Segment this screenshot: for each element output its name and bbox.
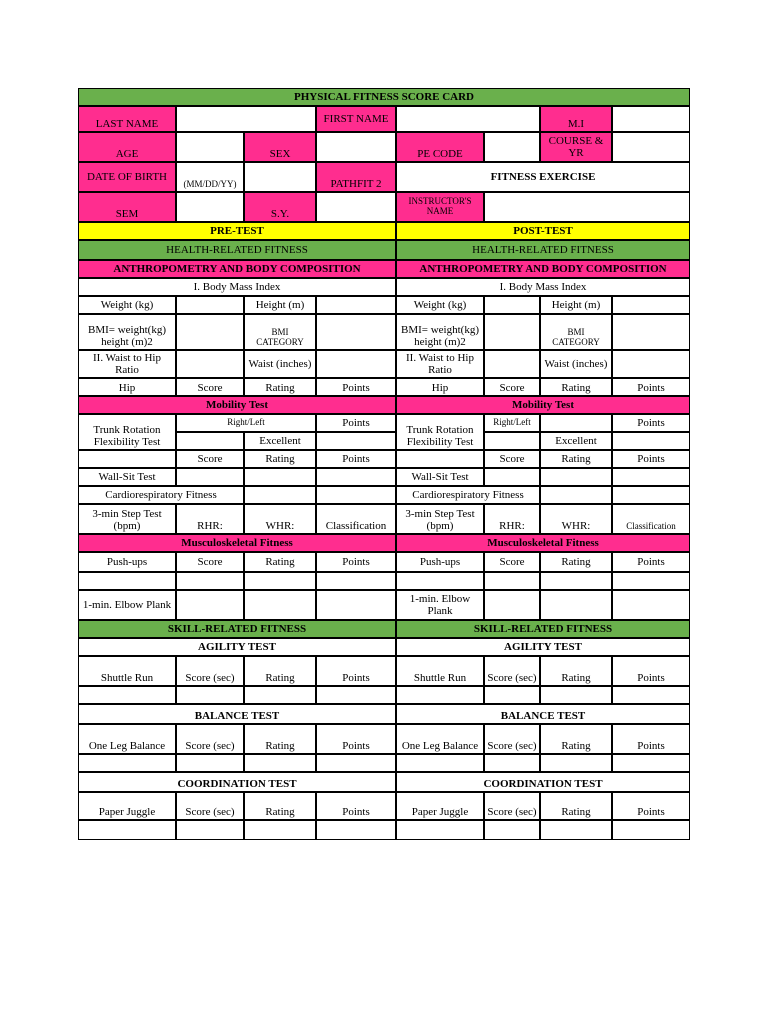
table-cell-label: INSTRUCTOR'S NAME (396, 192, 484, 222)
table-cell-label: Waist (inches) (244, 350, 316, 378)
table-cell-label: PHYSICAL FITNESS SCORE CARD (78, 88, 690, 106)
table-cell-label: Waist (inches) (540, 350, 612, 378)
table-cell-label: AGILITY TEST (396, 638, 690, 656)
table-cell-input[interactable] (316, 486, 396, 504)
table-cell-label: 3-min Step Test (bpm) (396, 504, 484, 534)
table-cell-input[interactable] (176, 590, 244, 620)
table-cell-input[interactable] (78, 686, 176, 704)
table-cell-label: Classification (612, 504, 690, 534)
table-cell-input[interactable] (176, 314, 244, 350)
table-cell-label: Points (612, 552, 690, 572)
table-cell-input[interactable] (540, 590, 612, 620)
table-cell-input[interactable] (316, 686, 396, 704)
table-cell-input[interactable] (244, 590, 316, 620)
table-cell-label: Rating (540, 552, 612, 572)
table-cell-label: Score (sec) (176, 792, 244, 820)
table-cell-label: BMI CATEGORY (540, 314, 612, 350)
table-cell-input[interactable] (612, 350, 690, 378)
table-cell-label: Rating (244, 792, 316, 820)
table-cell-input[interactable] (316, 192, 396, 222)
table-cell-label: Points (612, 450, 690, 468)
table-cell-label: ANTHROPOMETRY AND BODY COMPOSITION (396, 260, 690, 278)
table-cell-label: Excellent (244, 432, 316, 450)
table-cell-input[interactable] (176, 468, 244, 486)
table-cell-label: Points (316, 450, 396, 468)
table-cell-label: Height (m) (244, 296, 316, 314)
table-cell-label: Mobility Test (78, 396, 396, 414)
table-cell-label: Points (316, 378, 396, 396)
table-cell-label: Wall-Sit Test (78, 468, 176, 486)
table-cell-input[interactable] (176, 820, 244, 840)
table-cell-input[interactable] (612, 754, 690, 772)
score-card (78, 88, 690, 840)
table-cell-label: LAST NAME (78, 106, 176, 132)
table-cell-input[interactable] (540, 486, 612, 504)
table-cell-input[interactable] (316, 590, 396, 620)
table-cell-label: Score (176, 378, 244, 396)
table-cell-label: Points (612, 378, 690, 396)
table-cell-label: Rating (540, 656, 612, 686)
table-cell-label: Score (484, 378, 540, 396)
table-cell-label: SEX (244, 132, 316, 162)
table-cell-input[interactable] (396, 820, 484, 840)
table-cell-label: Rating (540, 724, 612, 754)
table-cell-input[interactable] (612, 314, 690, 350)
table-cell-input[interactable] (78, 572, 176, 590)
table-cell-label: Rating (244, 656, 316, 686)
table-cell-label: FITNESS EXERCISE (396, 162, 690, 192)
table-cell-label: M.I (540, 106, 612, 132)
table-cell-input[interactable] (484, 820, 540, 840)
table-cell-label: Height (m) (540, 296, 612, 314)
table-cell-label: Points (316, 724, 396, 754)
table-cell-label: BMI= weight(kg) height (m)2 (78, 314, 176, 350)
table-cell-label: Rating (540, 450, 612, 468)
table-cell-input[interactable] (484, 590, 540, 620)
table-cell-input[interactable] (484, 432, 540, 450)
table-cell-input[interactable] (244, 162, 316, 192)
table-cell-input[interactable] (612, 486, 690, 504)
table-cell-label: RHR: (176, 504, 244, 534)
table-cell-input[interactable] (612, 572, 690, 590)
table-cell-input[interactable] (484, 350, 540, 378)
table-cell-input[interactable] (396, 106, 540, 132)
table-cell-label: Cardiorespiratory Fitness (78, 486, 244, 504)
table-cell-label: Musculoskeletal Fitness (78, 534, 396, 552)
table-cell-label: Points (316, 552, 396, 572)
table-cell-label: BMI CATEGORY (244, 314, 316, 350)
table-cell-label: Hip (78, 378, 176, 396)
table-cell-label: II. Waist to Hip Ratio (396, 350, 484, 378)
table-cell-input[interactable] (612, 820, 690, 840)
table-cell-label: Classification (316, 504, 396, 534)
table-cell-label: RHR: (484, 504, 540, 534)
table-cell-label: AGE (78, 132, 176, 162)
table-cell-label: Right/Left (484, 414, 540, 432)
table-cell-input[interactable] (540, 468, 612, 486)
table-cell-input[interactable] (540, 820, 612, 840)
table-cell-input[interactable] (176, 350, 244, 378)
table-cell-input[interactable] (316, 468, 396, 486)
table-cell-label: Points (316, 414, 396, 432)
table-cell-label: Rating (540, 792, 612, 820)
table-cell-label: PE CODE (396, 132, 484, 162)
table-cell-label: Paper Juggle (396, 792, 484, 820)
table-cell-label: Score (sec) (176, 724, 244, 754)
table-cell-input[interactable] (316, 572, 396, 590)
table-cell-label: Hip (396, 378, 484, 396)
table-cell-input[interactable] (484, 572, 540, 590)
table-cell-label: (MM/DD/YY) (176, 162, 244, 192)
table-cell-label: Score (484, 450, 540, 468)
table-cell-label: BALANCE TEST (396, 704, 690, 724)
table-cell-label: Score (484, 552, 540, 572)
table-cell-input[interactable] (176, 296, 244, 314)
table-cell-label: COORDINATION TEST (78, 772, 396, 792)
table-cell-label: COURSE & YR (540, 132, 612, 162)
table-cell-input[interactable] (612, 296, 690, 314)
table-cell-label: II. Waist to Hip Ratio (78, 350, 176, 378)
table-cell-input[interactable] (540, 414, 612, 432)
table-cell-input[interactable] (316, 132, 396, 162)
table-cell-label: Weight (kg) (396, 296, 484, 314)
table-cell-label: Rating (244, 450, 316, 468)
table-cell-label: S.Y. (244, 192, 316, 222)
table-cell-label: Cardiorespiratory Fitness (396, 486, 540, 504)
table-cell-label: ANTHROPOMETRY AND BODY COMPOSITION (78, 260, 396, 278)
table-cell-input[interactable] (484, 192, 690, 222)
table-cell-label: Points (316, 792, 396, 820)
table-cell-input[interactable] (484, 314, 540, 350)
table-cell-input[interactable] (484, 468, 540, 486)
table-cell-input[interactable] (612, 132, 690, 162)
table-cell-input[interactable] (484, 754, 540, 772)
table-cell-label: Score (176, 450, 244, 468)
table-cell-label: Score (sec) (176, 656, 244, 686)
table-cell-label: Shuttle Run (78, 656, 176, 686)
table-cell-input[interactable] (540, 572, 612, 590)
table-cell-label: SKILL-RELATED FITNESS (396, 620, 690, 638)
table-cell-input[interactable] (396, 572, 484, 590)
table-cell-label: PRE-TEST (78, 222, 396, 240)
table-cell-label: Trunk Rotation Flexibility Test (78, 414, 176, 450)
table-cell-label: COORDINATION TEST (396, 772, 690, 792)
table-cell-label: Score (sec) (484, 656, 540, 686)
table-cell-input[interactable] (316, 820, 396, 840)
table-cell-input[interactable] (244, 820, 316, 840)
table-cell-input[interactable] (78, 450, 176, 468)
table-cell-input[interactable] (396, 686, 484, 704)
table-cell-input[interactable] (612, 590, 690, 620)
table-cell-input[interactable] (612, 106, 690, 132)
table-cell-label: Rating (244, 552, 316, 572)
table-cell-input[interactable] (484, 686, 540, 704)
table-cell-input[interactable] (316, 314, 396, 350)
table-cell-label: Wall-Sit Test (396, 468, 484, 486)
table-cell-label: Shuttle Run (396, 656, 484, 686)
table-cell-label: One Leg Balance (78, 724, 176, 754)
table-cell-label: HEALTH-RELATED FITNESS (396, 240, 690, 260)
table-cell-input[interactable] (176, 572, 244, 590)
table-cell-label: 3-min Step Test (bpm) (78, 504, 176, 534)
table-cell-input[interactable] (78, 754, 176, 772)
table-cell-label: Points (612, 724, 690, 754)
table-cell-label: Excellent (540, 432, 612, 450)
table-cell-label: POST-TEST (396, 222, 690, 240)
table-cell-input[interactable] (484, 132, 540, 162)
table-cell-input[interactable] (78, 820, 176, 840)
table-cell-label: BALANCE TEST (78, 704, 396, 724)
table-cell-input[interactable] (244, 754, 316, 772)
table-cell-input[interactable] (612, 432, 690, 450)
table-cell-label: WHR: (540, 504, 612, 534)
table-cell-label: AGILITY TEST (78, 638, 396, 656)
table-cell-input[interactable] (612, 468, 690, 486)
table-cell-label: FIRST NAME (316, 106, 396, 132)
table-cell-label: Points (612, 792, 690, 820)
table-cell-label: Push-ups (78, 552, 176, 572)
table-cell-input[interactable] (244, 486, 316, 504)
table-cell-input[interactable] (316, 350, 396, 378)
table-cell-label: Push-ups (396, 552, 484, 572)
table-cell-label: Musculoskeletal Fitness (396, 534, 690, 552)
table-cell-input[interactable] (316, 296, 396, 314)
table-cell-label: 1-min. Elbow Plank (396, 590, 484, 620)
table-cell-label: WHR: (244, 504, 316, 534)
table-cell-label: Rating (244, 724, 316, 754)
table-cell-input[interactable] (540, 754, 612, 772)
table-cell-label: Score (sec) (484, 724, 540, 754)
table-cell-label: Paper Juggle (78, 792, 176, 820)
table-cell-input[interactable] (396, 450, 484, 468)
table-cell-label: SKILL-RELATED FITNESS (78, 620, 396, 638)
table-cell-label: Points (316, 656, 396, 686)
table-cell-input[interactable] (176, 432, 244, 450)
table-cell-input[interactable] (484, 296, 540, 314)
table-cell-input[interactable] (316, 754, 396, 772)
table-cell-label: SEM (78, 192, 176, 222)
table-cell-label: 1-min. Elbow Plank (78, 590, 176, 620)
table-cell-input[interactable] (176, 754, 244, 772)
table-cell-input[interactable] (316, 432, 396, 450)
table-cell-label: I. Body Mass Index (78, 278, 396, 296)
table-cell-label: One Leg Balance (396, 724, 484, 754)
table-cell-label: I. Body Mass Index (396, 278, 690, 296)
table-cell-input[interactable] (244, 572, 316, 590)
table-cell-label: Points (612, 656, 690, 686)
table-cell-label: Score (176, 552, 244, 572)
table-cell-label: Score (sec) (484, 792, 540, 820)
table-cell-input[interactable] (176, 686, 244, 704)
table-cell-label: Mobility Test (396, 396, 690, 414)
table-cell-input[interactable] (176, 106, 316, 132)
table-cell-label: Right/Left (176, 414, 316, 432)
table-cell-label: BMI= weight(kg) height (m)2 (396, 314, 484, 350)
table-cell-input[interactable] (176, 132, 244, 162)
table-cell-input[interactable] (540, 686, 612, 704)
table-cell-label: Rating (540, 378, 612, 396)
table-cell-input[interactable] (176, 192, 244, 222)
table-cell-input[interactable] (612, 686, 690, 704)
table-cell-input[interactable] (244, 686, 316, 704)
table-cell-label: Trunk Rotation Flexibility Test (396, 414, 484, 450)
table-cell-input[interactable] (244, 468, 316, 486)
table-cell-label: Points (612, 414, 690, 432)
table-cell-label: Rating (244, 378, 316, 396)
table-cell-label: HEALTH-RELATED FITNESS (78, 240, 396, 260)
table-cell-label: PATHFIT 2 (316, 162, 396, 192)
table-cell-label: Weight (kg) (78, 296, 176, 314)
table-cell-input[interactable] (396, 754, 484, 772)
table-cell-label: DATE OF BIRTH (78, 162, 176, 192)
